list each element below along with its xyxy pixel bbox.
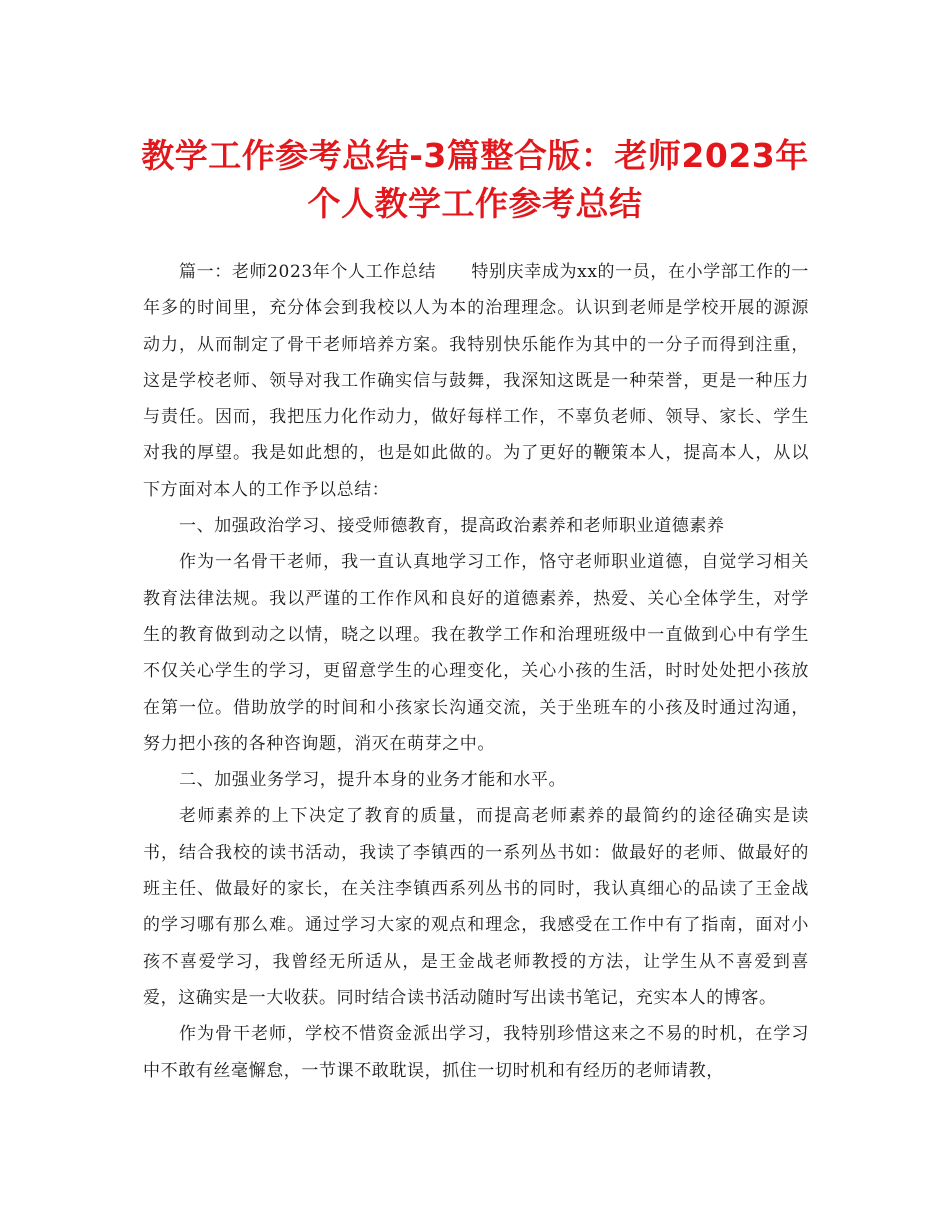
paragraph-section-2-continued: 作为骨干老师，学校不惜资金派出学习，我特别珍惜这来之不易的时机，在学习中不敢有丝毫懈怠，一节课不敢耽误，抓住一切时机和有经历的老师请教， — [143, 1024, 809, 1081]
paragraph-section-2: 老师素养的上下决定了教育的质量，而提高老师素养的最简约的途径确实是读书，结合我校的读书活动，我读了李镇西的一系列丛书如：做最好的老师、做最好的班主任、做最好的家长，在关注李镇西系列丛书的同时，我认真细心的品读了王金战的学习哪有那么难。通过学习大家的观点和理念，我感受在工作中有了指南，面对小孩不喜爱学习，我曾经无所适从，是王金战老师教授的方法，让学生从不喜爱到喜爱，这确实是一大收获。同时结合读书活动随时写出读书笔记，充实本人的博客。 — [143, 806, 809, 1008]
document-body — [143, 254, 809, 1089]
section-heading-1: 一、加强政治学习、接受师德教育，提高政治素养和老师职业道德素养 — [179, 516, 725, 537]
paragraph-section-1: 作为一名骨干老师，我一直认真地学习工作，恪守老师职业道德，自觉学习相关教育法律法规。我以严谨的工作作风和良好的道德素养，热爱、关心全体学生，对学生的教育做到动之以情，晓之以理。我在教学工作和治理班级中一直做到心中有学生不仅关心学生的学习，更留意学生的心理变化，关心小孩的生活，时时处处把小孩放在第一位。借助放学的时间和小孩家长沟通交流，关于坐班车的小孩及时通过沟通，努力把小孩的各种咨询题，消灭在萌芽之中。 — [143, 552, 809, 754]
document-title: 教学工作参考总结-3篇整合版：老师2023年个人教学工作参考总结 — [141, 136, 809, 223]
section-heading-2: 二、加强业务学习，提升本身的业务才能和水平。 — [179, 770, 567, 791]
paragraph-intro: 篇一：老师2023年个人工作总结 特别庆幸成为xx的一员，在小学部工作的一年多的时间里，充分体会到我校以人为本的治理理念。认识到老师是学校开展的源源动力，从而制定了骨干老师培养方案。我特别快乐能作为其中的一分子而得到注重，这是学校老师、领导对我工作确实信与鼓舞，我深知这既是一种荣誉，更是一种压力与责任。因而，我把压力化作动力，做好每样工作，不辜负老师、领导、家长、学生对我的厚望。我是如此想的，也是如此做的。为了更好的鞭策本人，提高本人，从以下方面对本人的工作予以总结： — [143, 262, 809, 500]
